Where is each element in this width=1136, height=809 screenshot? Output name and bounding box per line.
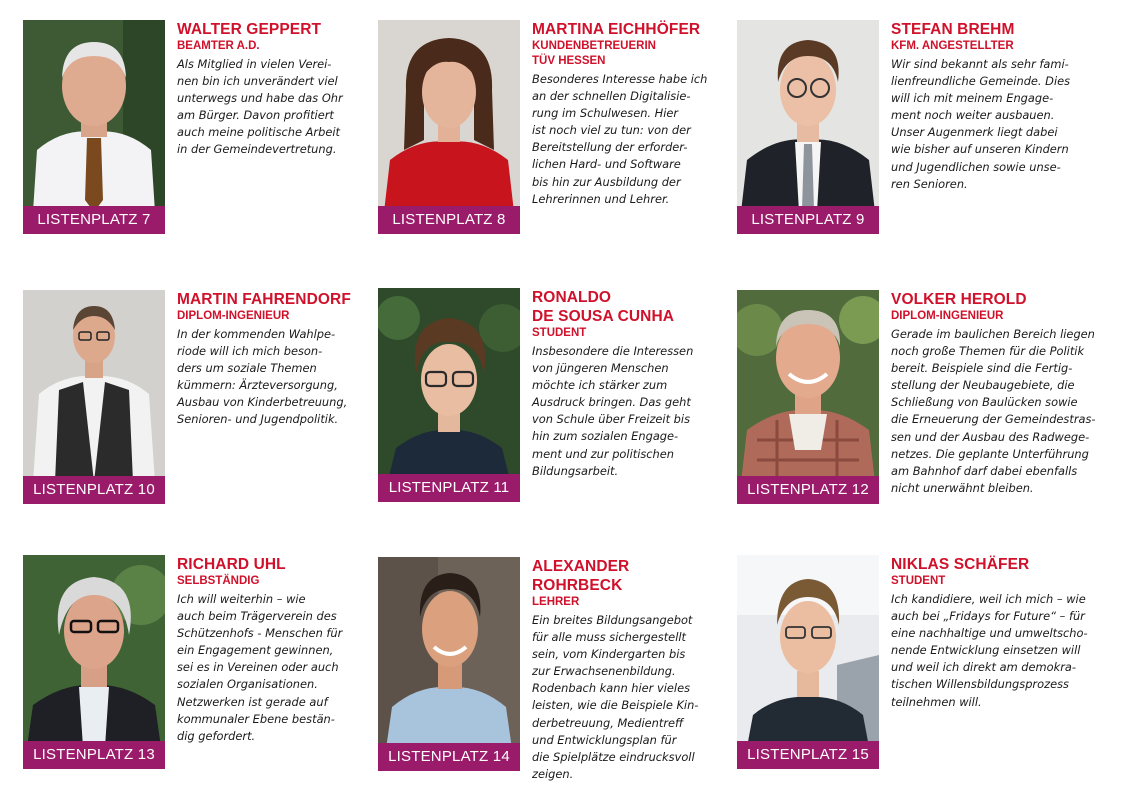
candidate-photo	[737, 290, 879, 482]
candidate-name: ALEXANDER ROHRBECK	[532, 558, 630, 594]
statement-line: Schließung von Baulücken sowie	[891, 395, 1078, 410]
statement-line: sein, vom Kindergarten bis	[532, 647, 686, 662]
statement-line: will ich mit meinem Engage-	[891, 91, 1054, 106]
candidate-card-9	[737, 20, 1087, 256]
candidate-name: MARTINA EICHHÖFER	[532, 21, 701, 38]
candidate-card-8	[378, 20, 728, 256]
candidate-name: RICHARD UHL	[177, 556, 286, 573]
candidate-info	[891, 290, 1096, 497]
candidate-info	[891, 555, 1088, 711]
candidate-statement	[891, 56, 1083, 193]
candidate-role: BEAMTER A.D.	[177, 40, 260, 52]
candidate-info	[891, 20, 1083, 193]
statement-line: ment und zur politischen	[532, 446, 675, 461]
statement-line: sozialen Organisationen.	[177, 677, 318, 692]
statement-line: von jüngeren Menschen	[532, 361, 669, 376]
statement-line: am Bahnhof darf dabei ebenfalls	[891, 463, 1078, 478]
statement-line: zeigen.	[532, 766, 574, 781]
statement-line: bereit. Beispiele sind die Fertig-	[891, 361, 1073, 376]
statement-line: für alle muss sichergestellt	[532, 630, 686, 645]
statement-line: die Erneuerung der Gemeindestras-	[891, 412, 1096, 427]
candidate-card-11	[378, 288, 728, 524]
candidate-info	[177, 290, 369, 429]
portrait-image	[737, 290, 879, 482]
statement-line: teilnehmen will.	[891, 694, 982, 709]
candidate-photo	[737, 555, 879, 747]
statement-line: auch beim Trägerverein des	[177, 609, 337, 624]
statement-line: Als Mitglied in vielen Verei-	[177, 57, 332, 71]
statement-line: Gerade im baulichen Bereich liegen	[891, 327, 1095, 341]
statement-line: Schützenhofs - Menschen für	[177, 626, 343, 641]
statement-line: lichen Hard- und Software	[532, 157, 681, 172]
candidate-role-secondary: TÜV HESSEN	[532, 55, 606, 67]
candidate-statement	[177, 56, 369, 159]
candidate-role: KUNDENBETREUERIN	[532, 40, 656, 52]
candidate-card-12	[737, 290, 1096, 526]
statement-line: Ausbau von Kinderbetreuung,	[177, 395, 348, 410]
list-position-badge: LISTENPLATZ 10	[23, 476, 165, 504]
statement-line: in der Gemeindevertretung.	[177, 142, 337, 157]
statement-line: ders um soziale Themen	[177, 361, 317, 376]
candidate-statement	[891, 591, 1088, 711]
candidate-role: KFM. ANGESTELLTER	[891, 40, 1014, 52]
portrait-image	[737, 20, 879, 212]
statement-line: Bildungsarbeit.	[532, 463, 619, 478]
candidate-statement	[177, 326, 369, 429]
statement-line: In der kommenden Wahlpe-	[177, 327, 336, 341]
statement-line: Ausdruck bringen. Das geht	[532, 395, 691, 410]
statement-line: wie bisher auf unseren Kindern	[891, 142, 1069, 157]
statement-line: nen bin ich unverändert viel	[177, 74, 338, 89]
statement-line: derbetreuung, Medientreff	[532, 715, 684, 730]
portrait-image	[378, 288, 520, 480]
statement-line: und Entwicklungsplan für	[532, 732, 677, 747]
statement-line: leisten, wie die Beispiele Kin-	[532, 698, 699, 713]
portrait-image	[23, 555, 165, 747]
candidate-statement	[532, 343, 724, 480]
statement-line: Rodenbach kann hier vieles	[532, 681, 691, 696]
candidate-info	[177, 20, 369, 159]
candidate-role: DIPLOM-INGENIEUR	[891, 310, 1004, 322]
candidate-role: STUDENT	[532, 327, 587, 339]
list-position-badge: LISTENPLATZ 7	[23, 206, 165, 234]
candidate-photo	[378, 20, 520, 212]
list-position-badge: LISTENPLATZ 15	[737, 741, 879, 769]
list-position-badge: LISTENPLATZ 9	[737, 206, 879, 234]
statement-line: ein Engagement gewinnen,	[177, 643, 334, 658]
candidate-role: SELBSTÄNDIG	[177, 575, 260, 587]
list-position-badge: LISTENPLATZ 8	[378, 206, 520, 234]
statement-line: und Jugendlichen sowie unse-	[891, 159, 1061, 174]
statement-line: nende Entwicklung einsetzen will	[891, 643, 1081, 658]
candidate-info	[532, 557, 724, 783]
statement-line: sei es in Vereinen oder auch	[177, 660, 339, 675]
statement-line: Lehrerinnen und Lehrer.	[532, 191, 670, 206]
candidate-info	[532, 288, 724, 480]
statement-line: dig gefordert.	[177, 728, 256, 743]
candidate-info	[532, 20, 724, 208]
statement-line: Unser Augenmerk liegt dabei	[891, 125, 1058, 140]
statement-line: hin zum sozialen Engage-	[532, 429, 679, 444]
statement-line: bis hin zur Ausbildung der	[532, 174, 681, 189]
statement-line: ment noch weiter ausbauen.	[891, 108, 1055, 123]
statement-line: Ich kandidiere, weil ich mich – wie	[891, 592, 1086, 606]
candidate-photo	[378, 557, 520, 749]
statement-line: kommunaler Ebene bestän-	[177, 711, 335, 726]
candidate-name: WALTER GEPPERT	[177, 21, 322, 38]
statement-line: zur Erwachsenenbildung.	[532, 664, 676, 679]
statement-line: sen und der Ausbau des Radwege-	[891, 429, 1090, 444]
list-position-badge: LISTENPLATZ 12	[737, 476, 879, 504]
statement-line: die Spielplätze eindrucksvoll	[532, 749, 695, 764]
candidate-info	[177, 555, 369, 745]
portrait-image	[378, 20, 520, 212]
candidate-statement	[532, 71, 724, 208]
candidate-photo	[737, 20, 879, 212]
statement-line: auch meine politische Arbeit	[177, 125, 340, 140]
statement-line: Besonderes Interesse habe ich	[532, 72, 708, 86]
candidate-statement	[532, 612, 724, 783]
statement-line: netzes. Die geplante Unterführung	[891, 446, 1089, 461]
statement-line: unterwegs und habe das Ohr	[177, 91, 343, 106]
statement-line: am Bürger. Davon profitiert	[177, 108, 334, 123]
list-position-badge: LISTENPLATZ 11	[378, 474, 520, 502]
statement-line: rung im Schulwesen. Hier	[532, 106, 679, 121]
statement-line: auch bei „Fridays for Future“ – für	[891, 609, 1085, 624]
statement-line: Ich will weiterhin – wie	[177, 592, 306, 606]
candidate-name-line2: DE SOUSA CUNHA	[532, 308, 675, 325]
statement-line: stellung der Neubaugebiete, die	[891, 378, 1075, 393]
candidate-role: DIPLOM-INGENIEUR	[177, 310, 290, 322]
statement-line: und weil ich direkt am demokra-	[891, 660, 1076, 675]
statement-line: Wir sind bekannt als sehr fami-	[891, 57, 1069, 71]
statement-line: ren Senioren.	[891, 176, 968, 191]
candidate-statement	[891, 326, 1096, 497]
statement-line: Senioren- und Jugendpolitik.	[177, 412, 339, 427]
candidate-photo	[23, 290, 165, 482]
list-position-badge: LISTENPLATZ 14	[378, 743, 520, 771]
candidate-photo	[23, 555, 165, 747]
statement-line: lienfreundliche Gemeinde. Dies	[891, 74, 1071, 89]
statement-line: noch große Themen für die Politik	[891, 344, 1085, 359]
statement-line: kümmern: Ärzteversorgung,	[177, 378, 338, 393]
statement-line: eine nachhaltige und umweltscho-	[891, 626, 1088, 641]
candidate-name: MARTIN FAHRENDORF	[177, 291, 351, 308]
statement-line: tischen Willensbildungsprozess	[891, 677, 1069, 692]
candidate-name: RONALDO	[532, 289, 612, 306]
candidate-name: NIKLAS SCHÄFER	[891, 556, 1030, 573]
statement-line: Bereitstellung der erforder-	[532, 140, 688, 155]
statement-line: riode will ich mich beson-	[177, 344, 323, 359]
portrait-image	[23, 290, 165, 482]
candidate-name: STEFAN BREHM	[891, 21, 1015, 38]
candidate-role: STUDENT	[891, 575, 946, 587]
statement-line: Insbesondere die Interessen	[532, 344, 694, 358]
candidate-role: LEHRER	[532, 596, 580, 608]
candidate-photo	[378, 288, 520, 480]
portrait-image	[23, 20, 165, 212]
statement-line: möchte ich stärker zum	[532, 378, 668, 393]
candidate-card-7	[23, 20, 373, 256]
candidate-card-15	[737, 555, 1087, 791]
statement-line: Ein breites Bildungsangebot	[532, 613, 693, 627]
list-position-badge: LISTENPLATZ 13	[23, 741, 165, 769]
portrait-image	[378, 557, 520, 749]
statement-line: Netzwerken ist gerade auf	[177, 694, 328, 709]
candidate-card-13	[23, 555, 373, 791]
candidate-photo	[23, 20, 165, 212]
candidate-card-10	[23, 290, 373, 526]
statement-line: an der schnellen Digitalisie-	[532, 89, 691, 104]
candidate-statement	[177, 591, 369, 745]
statement-line: ist noch viel zu tun: von der	[532, 123, 691, 138]
candidate-name: VOLKER HEROLD	[891, 291, 1027, 308]
portrait-image	[737, 555, 879, 747]
statement-line: nicht unerwähnt bleiben.	[891, 480, 1034, 495]
statement-line: von Schule über Freizeit bis	[532, 412, 691, 427]
candidate-card-14	[378, 557, 728, 793]
